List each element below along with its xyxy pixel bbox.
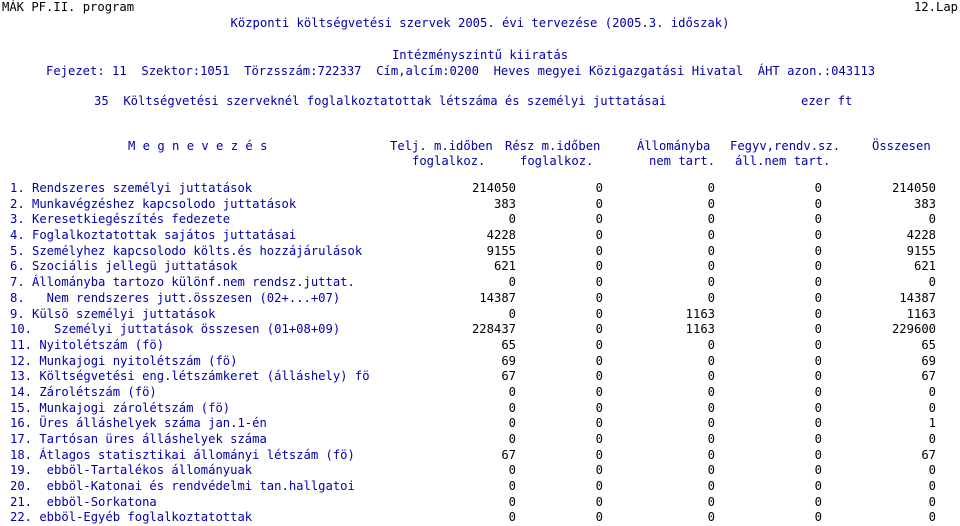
row-value-col5: 67 (921, 369, 936, 384)
row-value-col5: 0 (928, 494, 936, 509)
row-value-col4: 0 (814, 384, 822, 399)
row-label: 3. Keresetkiegészítés fedezete (10, 212, 231, 227)
row-value-col5: 1163 (906, 306, 936, 321)
row-label: 11. Nyitolétszám (fö) (10, 337, 165, 352)
row-value-col5: 14387 (899, 290, 936, 305)
row-value-col2: 0 (595, 416, 603, 431)
row-value-col4: 0 (814, 447, 822, 462)
row-label: 22. ebböl-Egyéb foglalkoztatottak (10, 510, 253, 525)
row-label: 10. Személyi juttatások összesen (01+08+09) (10, 322, 341, 337)
row-value-col1: 228437 (471, 322, 516, 337)
header-col3-line1: Állományba (637, 139, 711, 153)
table-row (0, 228, 960, 244)
row-value-col4: 0 (814, 306, 822, 321)
row-value-col3: 0 (707, 353, 715, 368)
row-value-col5: 0 (928, 432, 936, 446)
table-row (0, 244, 960, 260)
row-value-col2: 0 (595, 337, 603, 352)
table-row (0, 432, 960, 448)
row-value-col4: 0 (814, 259, 822, 274)
row-value-col1: 0 (508, 416, 516, 431)
row-value-col5: 67 (921, 447, 936, 462)
row-value-col4: 0 (814, 322, 822, 337)
row-value-col5: 0 (928, 212, 936, 227)
row-value-col1: 9155 (486, 243, 516, 258)
row-value-col3: 0 (707, 259, 715, 274)
table-title: 35 Költségvetési szerveknél foglalkoztatottak létszáma és személyi juttatásai (94, 94, 667, 108)
row-value-col4: 0 (814, 479, 822, 494)
unit-label: ezer ft (801, 94, 853, 108)
table-row (0, 212, 960, 228)
row-value-col1: 0 (508, 384, 516, 399)
row-value-col5: 0 (928, 479, 936, 494)
row-value-col3: 0 (707, 432, 715, 446)
row-value-col3: 0 (707, 369, 715, 384)
row-value-col4: 0 (814, 290, 822, 305)
row-value-col3: 0 (707, 463, 715, 478)
table-row (0, 369, 960, 385)
table-row (0, 448, 960, 464)
row-value-col4: 0 (814, 463, 822, 478)
row-label: 20. ebböl-Katonai és rendvédelmi tan.hallgatoi (10, 479, 355, 494)
institution-line: Fejezet: 11 Szektor:1051 Törzsszám:722337 Cím,alcím:0200 Heves megyei Közigazgatási Hivatal ÁHT azon.:043113 (46, 64, 876, 78)
row-value-col1: 67 (501, 369, 516, 384)
header-name: M e g n e v e z é s (128, 139, 268, 153)
row-label: 19. ebböl-Tartalékos állományuak (10, 463, 253, 478)
row-value-col1: 4228 (486, 228, 516, 243)
table-row (0, 275, 960, 291)
row-value-col3: 0 (707, 290, 715, 305)
data-table (0, 181, 960, 526)
report-title: Központi költségvetési szervek 2005. évi tervezése (2005.3. időszak) (230, 16, 730, 30)
row-value-col2: 0 (595, 259, 603, 274)
row-value-col4: 0 (814, 181, 822, 195)
row-value-col2: 0 (595, 369, 603, 384)
row-value-col5: 65 (921, 337, 936, 352)
row-value-col2: 0 (595, 353, 603, 368)
header-col2-line1: Rész m.időben (505, 139, 601, 153)
row-value-col2: 0 (595, 432, 603, 446)
row-value-col1: 65 (501, 337, 516, 352)
table-row (0, 463, 960, 479)
row-value-col2: 0 (595, 196, 603, 211)
header-col5: Összesen (872, 139, 931, 153)
row-value-col2: 0 (595, 275, 603, 290)
row-value-col4: 0 (814, 400, 822, 415)
row-label: 21. ebböl-Sorkatona (10, 494, 157, 509)
row-label: 16. Üres álláshelyek száma jan.1-én (10, 416, 267, 431)
row-value-col1: 0 (508, 306, 516, 321)
row-value-col1: 0 (508, 463, 516, 478)
row-value-col1: 0 (508, 479, 516, 494)
row-value-col2: 0 (595, 306, 603, 321)
row-value-col3: 1163 (685, 306, 715, 321)
row-value-col1: 0 (508, 275, 516, 290)
row-label: 12. Munkajogi nyitolétszám (fö) (10, 353, 238, 368)
header-col2-line2: foglalkoz. (520, 154, 594, 168)
row-value-col2: 0 (595, 228, 603, 243)
row-value-col2: 0 (595, 447, 603, 462)
row-value-col3: 0 (707, 228, 715, 243)
row-value-col1: 621 (493, 259, 516, 274)
row-value-col4: 0 (814, 196, 822, 211)
row-value-col3: 0 (707, 479, 715, 494)
row-value-col5: 383 (913, 196, 936, 211)
header-col4-line1: Fegyv,rendv.sz. (730, 139, 841, 153)
row-value-col2: 0 (595, 181, 603, 195)
page-number: 12.Lap (913, 0, 958, 14)
row-value-col2: 0 (595, 479, 603, 494)
row-value-col1: 0 (508, 400, 516, 415)
row-label: 17. Tartósan üres álláshelyek száma (10, 432, 267, 446)
row-value-col5: 69 (921, 353, 936, 368)
row-label: 14. Zárolétszám (fö) (10, 384, 157, 399)
row-label: 2. Munkavégzéshez kapcsolodo juttatások (10, 196, 297, 211)
row-value-col2: 0 (595, 212, 603, 227)
row-value-col4: 0 (814, 212, 822, 227)
table-row (0, 401, 960, 417)
row-value-col5: 0 (928, 463, 936, 478)
row-label: 18. Átlagos statisztikai állományi létszám (fö) (10, 447, 355, 462)
row-value-col1: 69 (501, 353, 516, 368)
program-name: MÁK PF.II. program (2, 0, 135, 14)
row-value-col1: 0 (508, 510, 516, 525)
row-label: 7. Állományba tartozo különf.nem rendsz.juttat. (10, 275, 355, 290)
row-value-col2: 0 (595, 384, 603, 399)
table-row (0, 181, 960, 197)
row-value-col2: 0 (595, 290, 603, 305)
row-value-col2: 0 (595, 400, 603, 415)
row-value-col3: 0 (707, 212, 715, 227)
table-row (0, 307, 960, 323)
table-row (0, 354, 960, 370)
row-value-col3: 0 (707, 275, 715, 290)
table-row (0, 416, 960, 432)
row-value-col3: 0 (707, 447, 715, 462)
row-label: 15. Munkajogi zárolétszám (fö) (10, 400, 231, 415)
table-row (0, 197, 960, 213)
row-value-col2: 0 (595, 463, 603, 478)
row-value-col1: 0 (508, 432, 516, 446)
row-value-col5: 0 (928, 510, 936, 525)
row-value-col4: 0 (814, 510, 822, 525)
row-label: 6. Szociális jellegü juttatások (10, 259, 238, 274)
row-value-col4: 0 (814, 275, 822, 290)
row-value-col1: 0 (508, 494, 516, 509)
row-value-col2: 0 (595, 322, 603, 337)
row-label: 13. Költségvetési eng.létszámkeret (álláshely) fö (10, 369, 370, 384)
table-row (0, 495, 960, 511)
table-row (0, 385, 960, 401)
row-value-col4: 0 (814, 337, 822, 352)
row-value-col3: 0 (707, 400, 715, 415)
row-label: 9. Külsö személyi juttatások (10, 306, 216, 321)
row-value-col4: 0 (814, 243, 822, 258)
row-value-col5: 621 (913, 259, 936, 274)
table-row (0, 338, 960, 354)
row-value-col5: 229600 (891, 322, 936, 337)
row-value-col1: 214050 (471, 181, 516, 195)
row-value-col4: 0 (814, 228, 822, 243)
row-label: 1. Rendszeres személyi juttatások (10, 181, 253, 195)
table-row (0, 479, 960, 495)
row-value-col3: 0 (707, 494, 715, 509)
table-row (0, 510, 960, 526)
row-value-col5: 0 (928, 384, 936, 399)
table-row (0, 322, 960, 338)
row-value-col5: 214050 (891, 181, 936, 195)
row-value-col3: 0 (707, 510, 715, 525)
table-row (0, 259, 960, 275)
row-value-col4: 0 (814, 432, 822, 446)
row-label: 4. Foglalkoztatottak sajátos juttatásai (10, 228, 297, 243)
header-col1-line2: foglalkoz. (412, 154, 486, 168)
row-value-col3: 0 (707, 416, 715, 431)
row-value-col1: 383 (493, 196, 516, 211)
row-label: 5. Személyhez kapcsolodo költs.és hozzájárulások (10, 243, 363, 258)
row-value-col5: 0 (928, 400, 936, 415)
row-label: 8. Nem rendszeres jutt.összesen (02+...+07) (10, 290, 341, 305)
report-subtitle: Intézményszintű kiiratás (391, 48, 569, 62)
table-row (0, 291, 960, 307)
row-value-col1: 14387 (479, 290, 516, 305)
row-value-col2: 0 (595, 510, 603, 525)
row-value-col3: 0 (707, 337, 715, 352)
row-value-col2: 0 (595, 494, 603, 509)
row-value-col3: 0 (707, 243, 715, 258)
row-value-col4: 0 (814, 353, 822, 368)
header-col3-line2: nem tart. (649, 154, 716, 168)
row-value-col5: 4228 (906, 228, 936, 243)
row-value-col5: 9155 (906, 243, 936, 258)
row-value-col1: 67 (501, 447, 516, 462)
row-value-col3: 0 (707, 181, 715, 195)
row-value-col4: 0 (814, 494, 822, 509)
row-value-col2: 0 (595, 243, 603, 258)
row-value-col3: 1163 (685, 322, 715, 337)
row-value-col5: 1 (928, 416, 936, 431)
header-col1-line1: Telj. m.időben (390, 139, 493, 153)
header-col4-line2: áll.nem tart. (735, 154, 831, 168)
row-value-col3: 0 (707, 196, 715, 211)
row-value-col4: 0 (814, 369, 822, 384)
row-value-col4: 0 (814, 416, 822, 431)
row-value-col3: 0 (707, 384, 715, 399)
row-value-col1: 0 (508, 212, 516, 227)
row-value-col5: 0 (928, 275, 936, 290)
